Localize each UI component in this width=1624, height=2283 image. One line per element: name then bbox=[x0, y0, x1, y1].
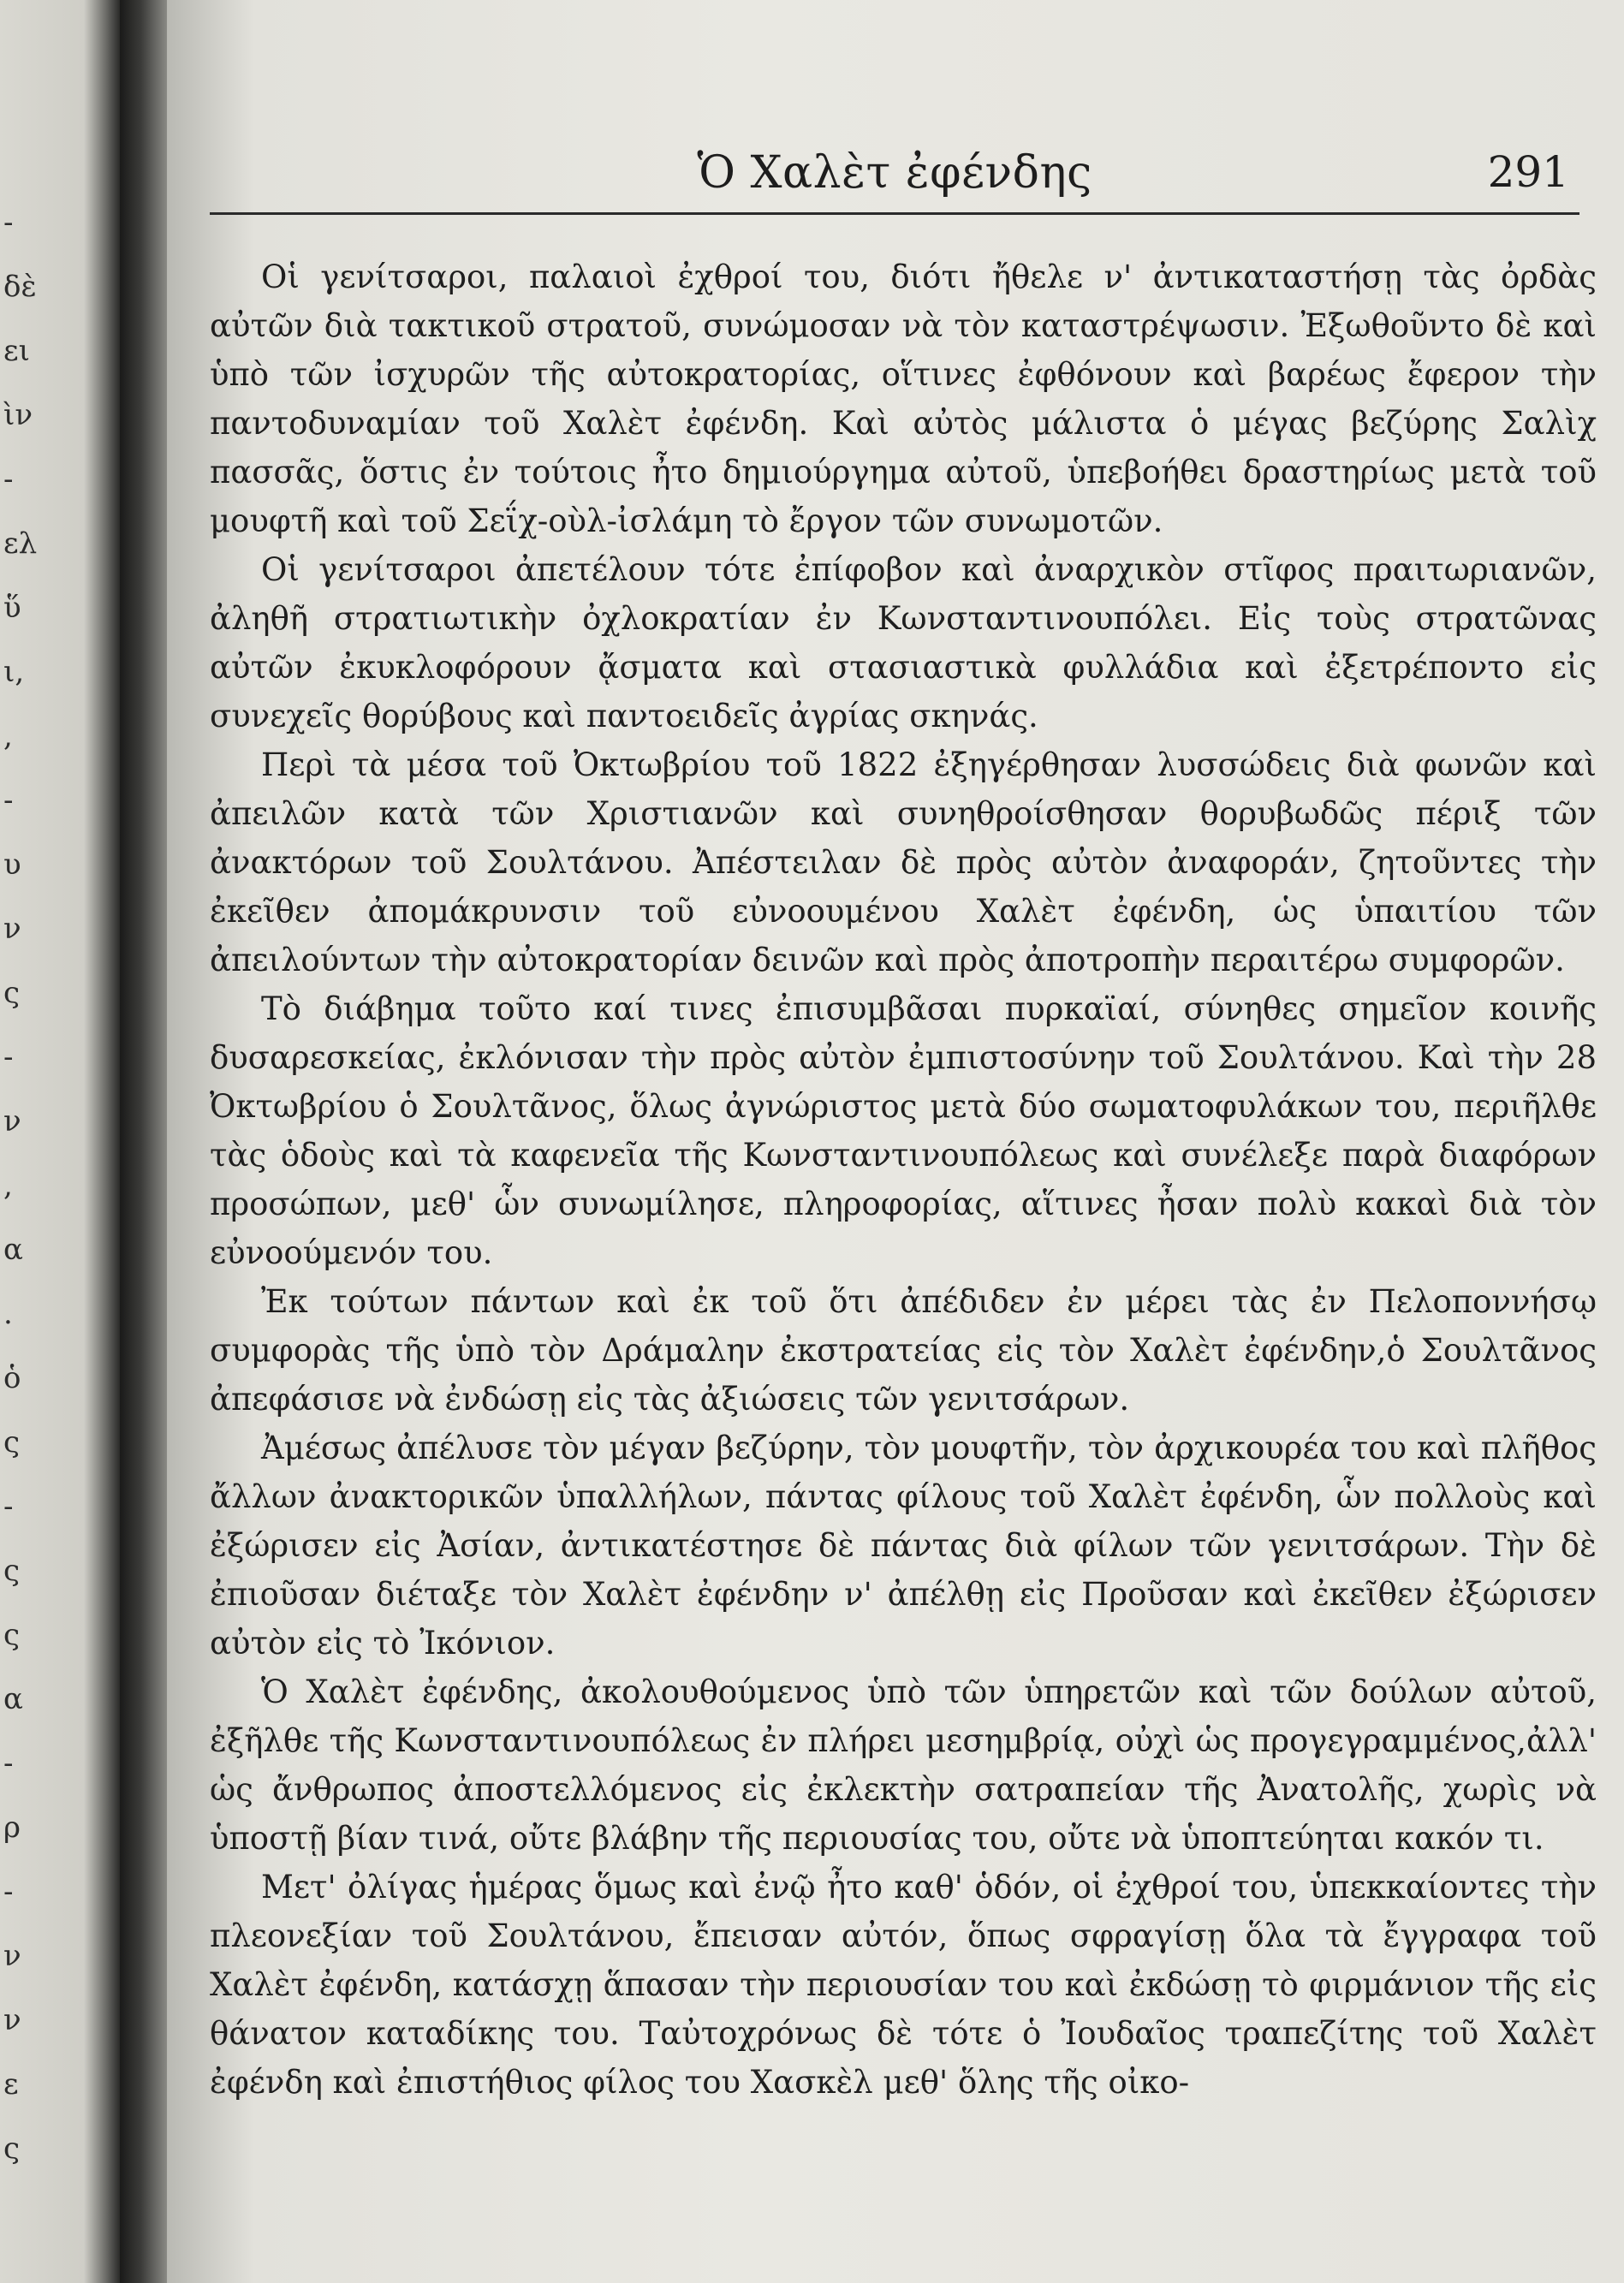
margin-fragment: - bbox=[3, 462, 14, 496]
margin-fragment: - bbox=[3, 783, 14, 817]
paragraph-1: Οἱ γενίτσαροι, παλαιοὶ ἐχθροί του, διότι ἤθελε ν' ἀντικαταστήσῃ τὰς ὀρδὰς αὐτῶν διὰ τακτικοῦ στρατοῦ, συνώμοσαν νὰ τὸν καταστρέψωσιν. Ἐξωθοῦντο δὲ καὶ ὑπὸ τῶν ἰσχυρῶν τῆς αὐτοκρατορίας, οἵτινες ἐφθόνουν καὶ βαρέως ἔφερον τὴν παντοδυναμίαν τοῦ Χαλὲτ ἐφένδη. Καὶ αὐτὸς μάλιστα ὁ μέγας βεζύρης Σαλὶχ πασσᾶς, ὅστις ἐν τούτοις ἦτο δημιούργημα αὐτοῦ, ὑπεβοήθει δραστηρίως μετὰ τοῦ μουφτῆ καὶ τοῦ Σεΐχ-οὺλ-ἰσλάμη τὸ ἔργον τῶν συνωμοτῶν. bbox=[210, 259, 1597, 539]
paragraph-2: Οἱ γενίτσαροι ἀπετέλουν τότε ἐπίφοβον καὶ ἀναρχικὸν στῖφος πραιτωριανῶν, ἀληθῆ στρατιωτικὴν ὀχλοκρατίαν ἐν Κωνσταντινουπόλει. Εἰς τοὺς στρατῶνας αὐτῶν ἐκυκλοφόρουν ᾄσματα καὶ στασιαστικὰ φυλλάδια καὶ ἐξετρέποντο εἰς συνεχεῖς θορύβους καὶ παντοειδεῖς ἀγρίας σκηνάς. bbox=[210, 551, 1597, 734]
paragraph-5: Ἐκ τούτων πάντων καὶ ἐκ τοῦ ὅτι ἀπέδιδεν ἐν μέρει τὰς ἐν Πελοποννήσῳ συμφορὰς τῆς ὑπὸ τὸν Δράμαλην ἐκστρατείας εἰς τὸν Χαλὲτ ἐφένδην,ὁ Σουλτᾶνος ἀπεφάσισε νὰ ἐνδώσῃ εἰς τὰς ἀξιώσεις τῶν γενιτσάρων. bbox=[210, 1283, 1597, 1418]
paragraph-7: Ὁ Χαλὲτ ἐφένδης, ἀκολουθούμενος ὑπὸ τῶν ὑπηρετῶν καὶ τῶν δούλων αὐτοῦ, ἐξῆλθε τῆς Κωνσταντινουπόλεως ἐν πλήρει μεσημβρίᾳ, οὐχὶ ὡς προγεγραμμένος,ἀλλ' ὡς ἄνθρωπος ἀποστελλόμενος εἰς ἐκλεκτὴν σατραπείαν τῆς Ἀνατολῆς, χωρὶς νὰ ὑποστῇ βίαν τινά, οὔτε βλάβην τῆς περιουσίας του, οὔτε νὰ ὑποπτεύηται κακόν τι. bbox=[210, 1674, 1597, 1857]
margin-fragment: ν bbox=[3, 2003, 21, 2037]
margin-fragment: . bbox=[3, 1297, 13, 1331]
margin-fragment: υ bbox=[3, 847, 21, 882]
margin-fragment: - bbox=[3, 1489, 14, 1524]
page-header bbox=[210, 144, 1579, 215]
margin-fragment: - bbox=[3, 1875, 14, 1909]
margin-fragment: ὁ bbox=[3, 1361, 21, 1395]
page-number: 291 bbox=[1487, 147, 1569, 197]
book-page bbox=[167, 0, 1624, 2283]
margin-fragment: - bbox=[3, 205, 14, 240]
margin-fragment: ν bbox=[3, 1104, 21, 1139]
margin-fragment: ς bbox=[3, 976, 21, 1010]
margin-fragment: ν bbox=[3, 1939, 21, 1973]
margin-fragment: - bbox=[3, 1746, 14, 1781]
margin-fragment: , bbox=[3, 1168, 13, 1203]
previous-page-margin bbox=[0, 0, 38, 2283]
book-spine-shadow bbox=[120, 0, 167, 2283]
running-title: Ὁ Χαλὲτ ἐφένδης bbox=[697, 147, 1092, 199]
margin-fragment: ι, bbox=[3, 655, 25, 689]
paragraph-4: Τὸ διάβημα τοῦτο καί τινες ἐπισυμβᾶσαι πυρκαϊαί, σύνηθες σημεῖον κοινῆς δυσαρεσκείας, ἐκλόνισαν τὴν πρὸς αὐτὸν ἐμπιστοσύνην τοῦ Σουλτάνου. Καὶ τὴν 28 Ὀκτωβρίου ὁ Σουλτᾶνος, ὅλως ἀγνώριστος μετὰ δύο σωματοφυλάκων του, περιῆλθε τὰς ὁδοὺς καὶ τὰ καφενεῖα τῆς Κωνσταντινουπόλεως καὶ συνέλεξε παρὰ διαφόρων προσώπων, μεθ' ὧν συνωμίλησε, πληροφορίας, αἵτινες ἦσαν πολὺ κακαὶ διὰ τὸν εὐνοούμενόν του. bbox=[210, 990, 1597, 1271]
paragraph-6: Ἀμέσως ἀπέλυσε τὸν μέγαν βεζύρην, τὸν μουφτῆν, τὸν ἀρχικουρέα του καὶ πλῆθος ἄλλων ἀνακτορικῶν ὑπαλλήλων, πάντας φίλους τοῦ Χαλὲτ ἐφένδη, ὧν πολλοὺς καὶ ἐξώρισεν εἰς Ἀσίαν, ἀντικατέστησε δὲ πάντας διὰ φίλων τῶν γενιτσάρων. Τὴν δὲ ἐπιοῦσαν διέταξε τὸν Χαλὲτ ἐφένδην ν' ἀπέλθῃ εἰς Προῦσαν καὶ ἐκεῖθεν ἐξώρισεν αὐτὸν εἰς τὸ Ἰκόνιον. bbox=[210, 1430, 1597, 1662]
margin-fragment: α bbox=[3, 1682, 23, 1716]
margin-fragment: ς bbox=[3, 1618, 21, 1652]
margin-fragment: ν bbox=[3, 912, 21, 946]
paragraph-8: Μετ' ὀλίγας ἡμέρας ὅμως καὶ ἐνῷ ἦτο καθ' ὁδόν, οἱ ἐχθροί του, ὑπεκκαίοντες τὴν πλεονεξίαν τοῦ Σουλτάνου, ἔπεισαν αὐτόν, ὅπως σφραγίσῃ ὅλα τὰ ἔγγραφα τοῦ Χαλὲτ ἐφένδη, κατάσχῃ ἅπασαν τὴν περιουσίαν του καὶ ἐκδώσῃ τὸ φιρμάνιον τῆς εἰς θάνατον καταδίκης του. Ταὐτοχρόνως δὲ τότε ὁ Ἰουδαῖος τραπεζίτης τοῦ Χαλὲτ ἐφένδη καὶ ἐπιστήθιος φίλος του Χασκὲλ μεθ' ὅλης τῆς οἰκο- bbox=[210, 1869, 1597, 2101]
margin-fragment: ε bbox=[3, 2067, 19, 2102]
margin-fragment: α bbox=[3, 1233, 23, 1267]
margin-fragment: - bbox=[3, 1040, 14, 1074]
margin-fragment: ὕ bbox=[3, 591, 21, 625]
margin-fragment: ς bbox=[3, 1554, 21, 1588]
margin-fragment: δὲ bbox=[3, 270, 37, 304]
paragraph-3: Περὶ τὰ μέσα τοῦ Ὀκτωβρίου τοῦ 1822 ἐξηγέρθησαν λυσσώδεις διὰ φωνῶν καὶ ἀπειλῶν κατὰ τῶν Χριστιανῶν καὶ συνηθροίσθησαν θορυβωδῶς πέριξ τῶν ἀνακτόρων τοῦ Σουλτάνου. Ἀπέστειλαν δὲ πρὸς αὐτὸν ἀναφοράν, ζητοῦντες τὴν ἐκεῖθεν ἀπομάκρυνσιν τοῦ εὐνοουμένου Χαλὲτ ἐφένδη, ὡς ὑπαιτίου τῶν ἀπειλούντων τὴν αὐτοκρατορίαν δεινῶν καὶ πρὸς ἀποτροπὴν περαιτέρω συμφορῶν. bbox=[210, 746, 1597, 978]
margin-fragment: ς bbox=[3, 2131, 21, 2166]
margin-fragment: ὶν bbox=[3, 398, 33, 432]
margin-fragment: ελ bbox=[3, 526, 38, 561]
book-gutter bbox=[0, 0, 120, 2283]
page-body bbox=[210, 253, 1597, 2107]
margin-fragment: , bbox=[3, 719, 13, 753]
margin-fragment: ρ bbox=[3, 1810, 21, 1845]
margin-fragment: ς bbox=[3, 1425, 21, 1460]
margin-fragment: ει bbox=[3, 334, 30, 368]
